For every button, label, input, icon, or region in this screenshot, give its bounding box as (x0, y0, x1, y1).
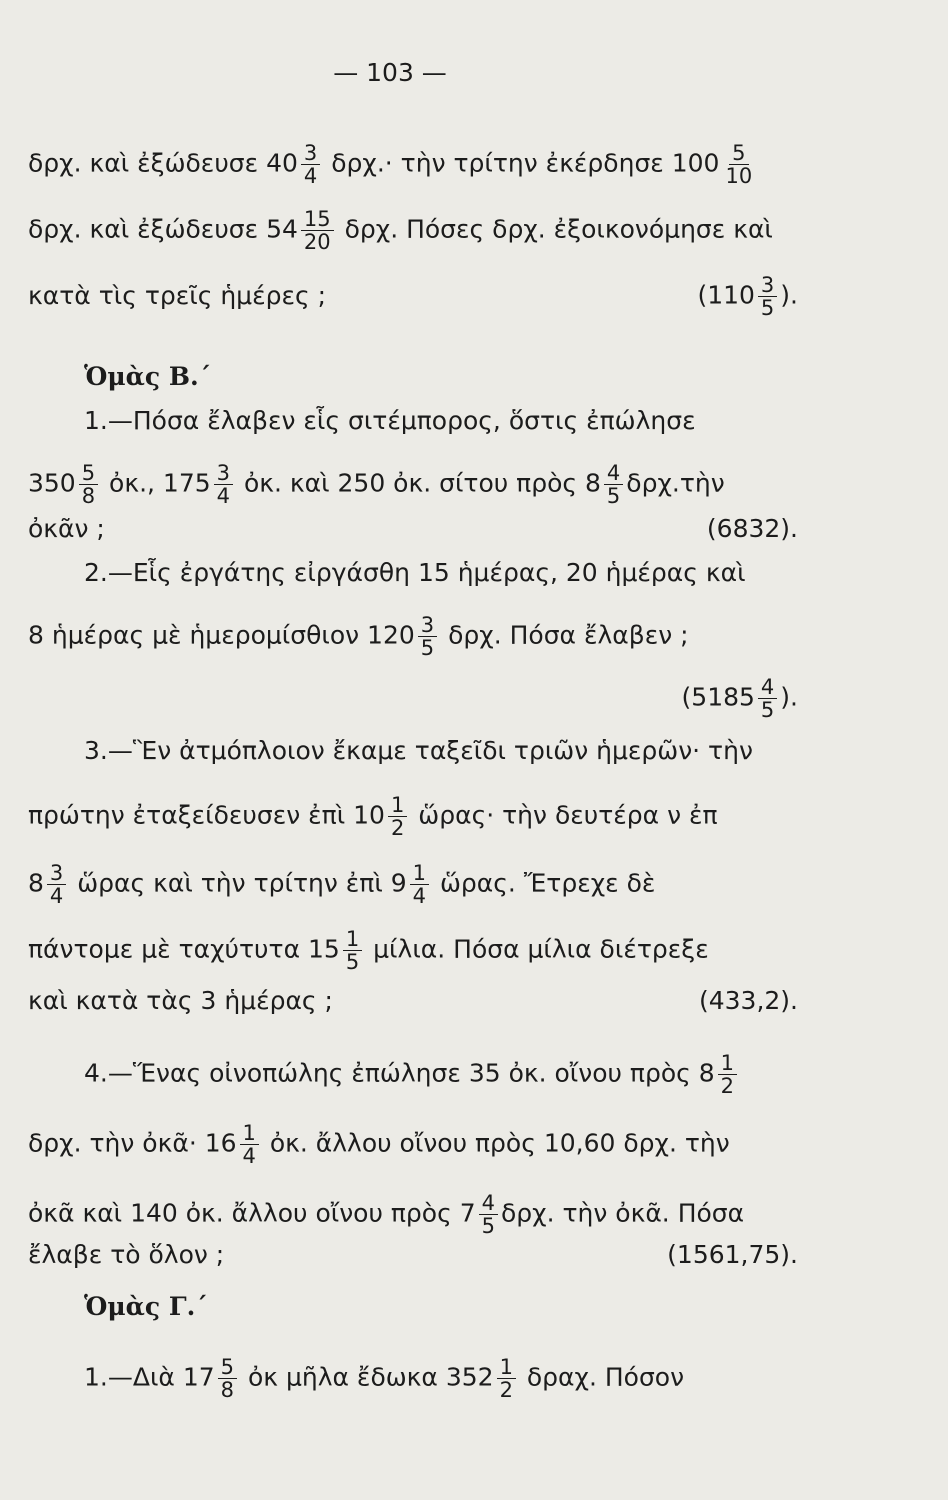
fraction: $\frac{1}{4}$ (240, 1122, 259, 1167)
text-segment: δρχ. Πόσες δρχ. ἐξοικονόμησε καὶ (344, 214, 773, 244)
fraction: $\frac{15}{20}$ (301, 208, 334, 253)
fraction: $\frac{5}{10}$ (725, 141, 753, 189)
text-segment: δρχ.· τὴν τρίτην ἐκέρδησε 100 (331, 148, 720, 178)
text-line: καὶ κατὰ τὰς 3 ἡμέρας ; (433,2). (28, 986, 798, 1015)
fraction: $\frac{5}{8}$ (218, 1356, 237, 1401)
text-line: 8 $\frac{3}{4}$ ὥρας καὶ τὴν τρίτην ἐπὶ 9 $\frac{1}{4}$ ὥρας. Ἔτρεχε δὲ (28, 861, 656, 909)
text-line (84, 738, 798, 763)
page-number: — 103 — (333, 58, 447, 87)
text-line (84, 560, 798, 585)
answer: (6832). (706, 514, 798, 543)
section-heading: Ὁμὰς Γ.΄ (84, 1292, 208, 1321)
text-line (84, 408, 798, 433)
text-line: πρώτην ἐταξείδευσεν ἐπὶ 10 $\frac{1}{2}$ ὥρας· τὴν δευτέρα ν ἐπ (28, 793, 718, 841)
fraction: $\frac{3}{4}$ (214, 462, 233, 507)
text-segment: 3.—Ἓν ἀτμόπλοιον ἔκαμε ταξεῖδι τριῶν ἡμερῶν· τὴν (84, 736, 753, 765)
text-segment: δρχ. καὶ ἐξώδευσε 54 (28, 214, 298, 244)
fraction: $\frac{1}{4}$ (410, 862, 429, 907)
fraction: $\frac{5}{8}$ (79, 462, 98, 507)
answer: (433,2). (698, 986, 798, 1015)
text-line: πάντομε μὲ ταχύτυτα 15 $\frac{1}{5}$ μίλια. Πόσα μίλια διέτρεξε (28, 927, 709, 975)
text-line (28, 208, 798, 253)
fraction: $\frac{4}{5}$ (479, 1192, 498, 1237)
fraction: $\frac{3}{5}$ (418, 614, 437, 659)
text-line: ὀκᾶν ; (6832). (28, 514, 798, 543)
text-segment: 1.—Πόσα ἔλαβεν εἷς σιτέμπορος, ὅστις ἐπώλησε (84, 406, 696, 435)
text-segment: δρχ. καὶ ἐξώδευσε 40 (28, 148, 298, 178)
text-segment: 2.—Εἷς ἐργάτης εἰργάσθη 15 ἡμέρας, 20 ἡμέρας καὶ (84, 558, 746, 587)
fraction: $\frac{1}{2}$ (388, 794, 407, 839)
text-line: 4.—Ἕνας οἰνοπώλης ἐπώλησε 35 ὀκ. οἴνου πρὸς 8 $\frac{1}{2}$ (84, 1052, 798, 1097)
fraction: $\frac{3}{4}$ (47, 862, 66, 907)
text-line: ἔλαβε τὸ ὅλον ; (1561,75). (28, 1240, 798, 1269)
text-line: 350 $\frac{5}{8}$ ὀκ., 175 $\frac{3}{4}$ ὀκ. καὶ 250 ὀκ. σίτου πρὸς 8 $\frac{4}{5}$ δρχ.τὴν (28, 461, 725, 509)
text-line: 1.—Διὰ 17 $\frac{5}{8}$ ὀκ μῆλα ἔδωκα 352 $\frac{1}{2}$ δραχ. Πόσον (84, 1355, 685, 1403)
text-line: ὀκᾶ καὶ 140 ὀκ. ἄλλου οἴνου πρὸς 7 $\frac{4}{5}$ δρχ. τὴν ὀκᾶ. Πόσα (28, 1191, 745, 1239)
fraction: $\frac{3}{4}$ (301, 142, 320, 187)
section-heading: Ὁμὰς Β.΄ (84, 362, 212, 391)
fraction: $\frac{4}{5}$ (758, 676, 777, 721)
fraction: $\frac{3}{5}$ (758, 274, 777, 319)
fraction: $\frac{1}{5}$ (343, 928, 362, 973)
text-segment: κατὰ τὶς τρεῖς ἡμέρες ; (28, 280, 327, 310)
fraction: $\frac{1}{2}$ (497, 1356, 516, 1401)
fraction: $\frac{1}{2}$ (718, 1052, 737, 1097)
answer: (110 $\frac{3}{5}$ ). (697, 273, 798, 321)
text-line: δρχ. τὴν ὀκᾶ· 16 $\frac{1}{4}$ ὀκ. ἄλλου οἴνου πρὸς 10,60 δρχ. τὴν (28, 1121, 730, 1169)
answer: (1561,75). (667, 1240, 798, 1269)
text-line: 8 ἡμέρας μὲ ἡμερομίσθιον 120 $\frac{3}{5}$ δρχ. Πόσα ἔλαβεν ; (28, 613, 689, 661)
text-line (28, 676, 798, 721)
answer: (5185 $\frac{4}{5}$ ). (681, 675, 798, 723)
fraction: $\frac{4}{5}$ (604, 462, 623, 507)
text-line (28, 142, 798, 187)
text-line (28, 274, 798, 319)
